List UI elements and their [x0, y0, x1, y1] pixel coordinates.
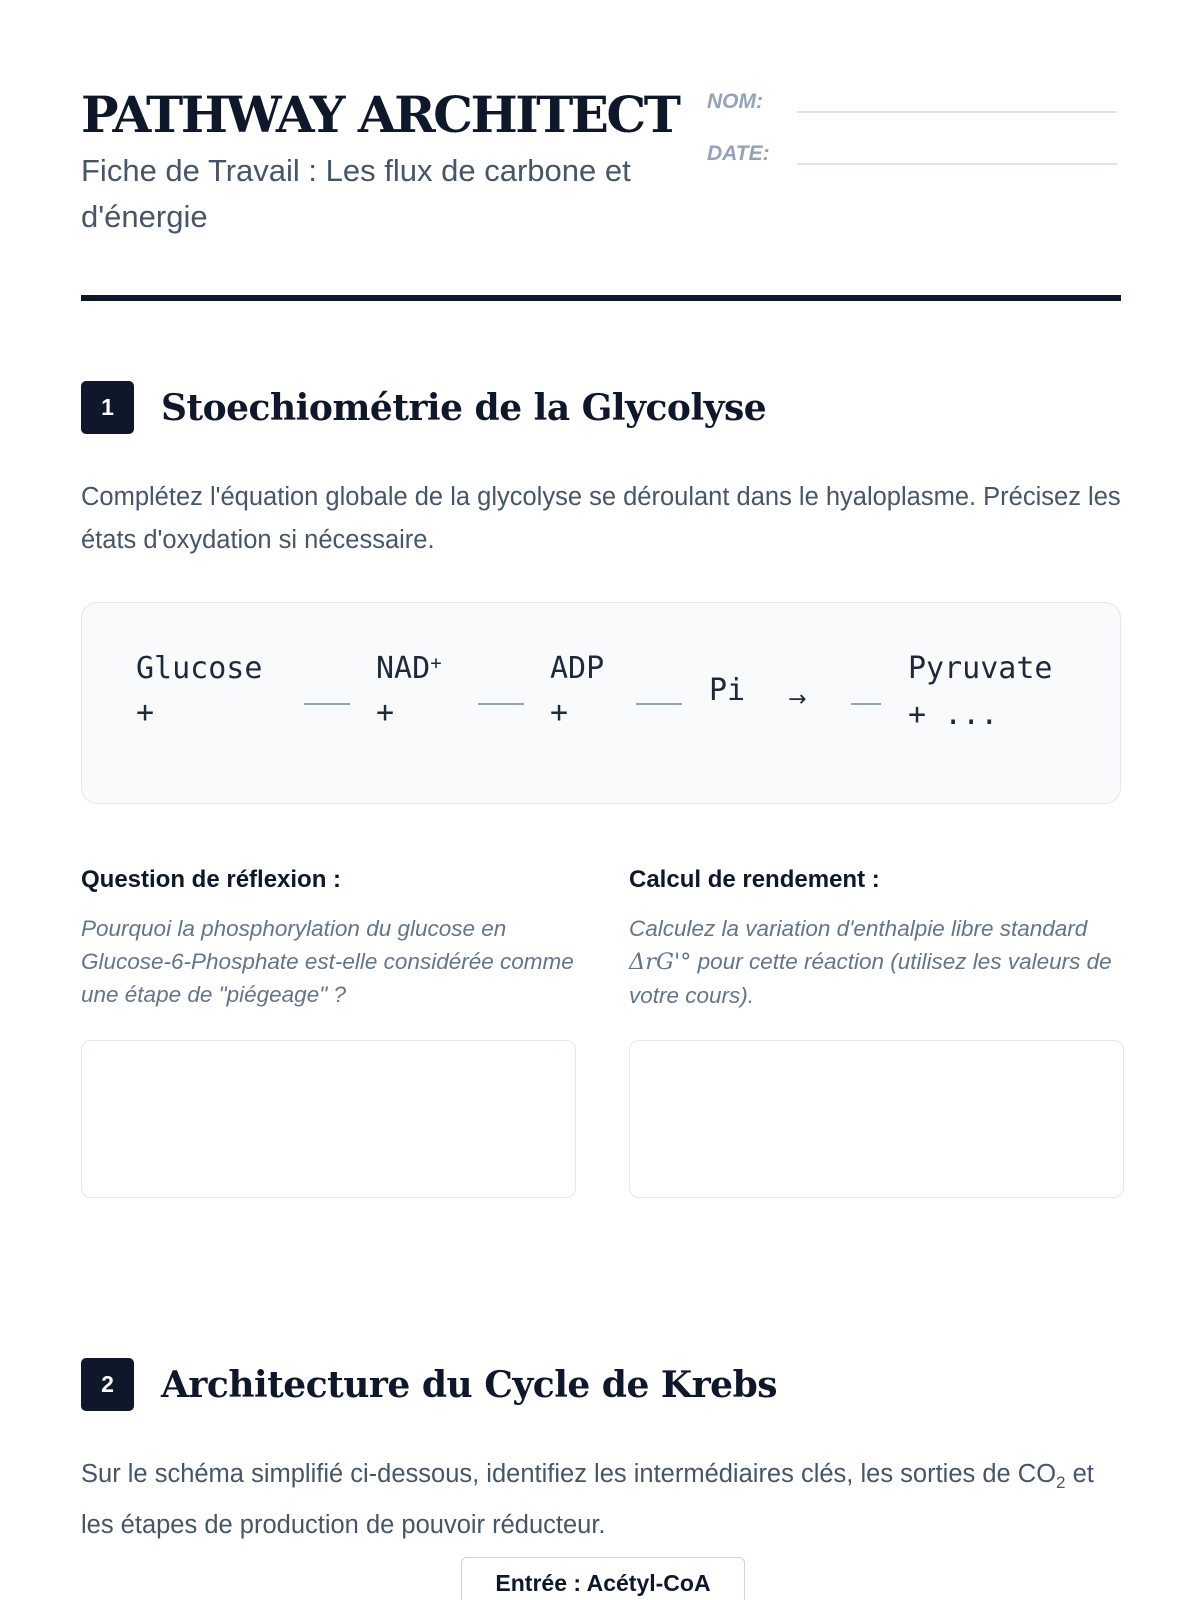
- reflection-question-label: Question de réflexion :: [81, 866, 342, 893]
- reflection-answer-box[interactable]: [81, 1040, 576, 1198]
- page-title: PATHWAY ARCHITECT: [81, 85, 679, 144]
- eq-glucose: Glucose: [136, 651, 263, 686]
- eq-blank-3[interactable]: [636, 703, 682, 705]
- date-label: DATE:: [707, 142, 770, 165]
- eq-blank-4[interactable]: [851, 703, 881, 705]
- yield-text-before: Calculez la variation d'enthalpie libre standard: [629, 916, 1088, 941]
- co2-subscript: 2: [1056, 1473, 1066, 1493]
- eq-plus-1: +: [136, 695, 155, 730]
- eq-nad-charge: +: [430, 652, 442, 674]
- eq-pyruvate: Pyruvate: [908, 651, 1053, 686]
- section-1-number: 1: [81, 381, 134, 434]
- page-subtitle: Fiche de Travail : Les flux de carbone et d'énergie: [81, 153, 631, 234]
- section-1-title: Stoechiométrie de la Glycolyse: [161, 386, 767, 429]
- yield-question: [629, 865, 1124, 1012]
- reflection-question-text: Pourquoi la phosphorylation du glucose en Glucose-6-Phosphate est-elle considérée comme une étape de "piégeage" ?: [81, 916, 574, 1007]
- reflection-question: [81, 865, 576, 1011]
- date-field-row: [707, 141, 1117, 167]
- krebs-entry-node: Entrée : Acétyl-CoA: [461, 1557, 745, 1600]
- section-1-heading: [81, 381, 766, 434]
- eq-adp: ADP: [550, 651, 605, 686]
- section-2-intro: [81, 1453, 1121, 1547]
- delta-g-formula: ΔrG'°: [629, 949, 692, 975]
- name-field-row: [707, 89, 1117, 115]
- reaction-arrow-icon: →: [788, 687, 807, 712]
- section-2-title: Architecture du Cycle de Krebs: [161, 1363, 778, 1406]
- yield-answer-box[interactable]: [629, 1040, 1124, 1198]
- eq-blank-2[interactable]: [478, 703, 524, 705]
- section-2-intro-before: Sur le schéma simplifié ci-dessous, identifiez les intermédiaires clés, les sorties de CO: [81, 1460, 1057, 1488]
- eq-nad-text: NAD: [376, 651, 431, 686]
- section-2-intro-after: et les étapes de production de pouvoir réducteur.: [81, 1460, 1094, 1540]
- section-2-heading: [81, 1358, 777, 1411]
- date-input-line[interactable]: [797, 163, 1117, 165]
- yield-text-after: pour cette réaction (utilisez les valeurs de votre cours).: [629, 949, 1112, 1008]
- eq-pi: Pi: [709, 673, 746, 708]
- yield-question-label: Calcul de rendement :: [629, 866, 880, 893]
- eq-plus-2: +: [376, 695, 395, 730]
- name-input-line[interactable]: [797, 111, 1117, 113]
- glycolysis-equation-box: [81, 602, 1121, 804]
- eq-ellipsis: + ...: [908, 697, 999, 732]
- yield-question-text: [629, 912, 1124, 1012]
- eq-plus-3: +: [550, 695, 569, 730]
- eq-blank-1[interactable]: [304, 703, 350, 705]
- name-label: NOM:: [707, 90, 763, 113]
- section-1-intro: Complétez l'équation globale de la glycolyse se déroulant dans le hyaloplasme. Précisez les états d'oxydation si nécessaire.: [81, 483, 1121, 554]
- section-2-number: 2: [81, 1358, 134, 1411]
- header-divider: [81, 295, 1121, 301]
- worksheet-header: [81, 85, 1121, 300]
- eq-nad: [376, 647, 442, 691]
